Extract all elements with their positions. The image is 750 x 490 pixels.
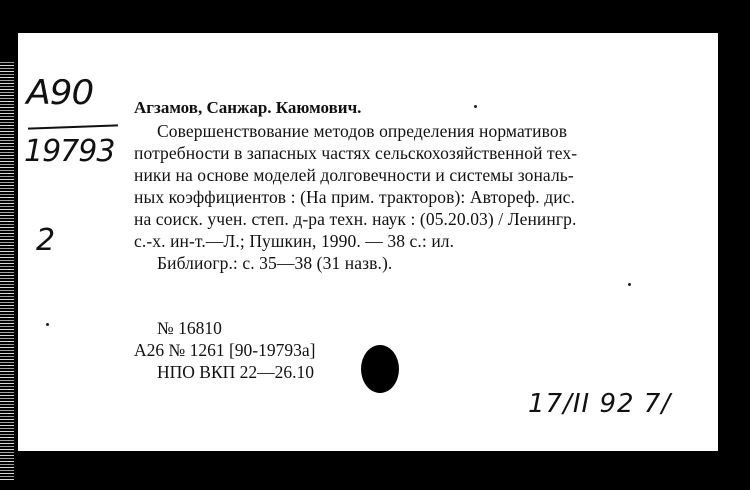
- card-author: Агзамов, Санжар. Каюмович.: [134, 98, 362, 117]
- handwritten-shelf-number: 19793: [24, 134, 115, 169]
- handwritten-underline: [28, 124, 118, 129]
- speck: [474, 105, 477, 108]
- speck: [628, 283, 631, 286]
- speck: [46, 323, 49, 326]
- card-title-line-3: ники на основе моделей долговечности и системы зональ-: [134, 165, 574, 185]
- card-title-line-2: потребности в запасных частях сельскохозяйственной тех-: [134, 143, 578, 163]
- card-title-line-4: ных коэффициентов : (На прим. тракторов): Автореф. дис.: [134, 187, 575, 207]
- scan-edge-strip: [0, 60, 14, 480]
- card-bibliography-line: Библиогр.: с. 35—38 (31 назв.).: [157, 253, 393, 273]
- card-imprint-line: с.-х. ин-т.—Л.; Пушкин, 1990. — 38 с.: ил.: [134, 231, 455, 251]
- handwritten-shelf-mark: А90: [26, 73, 94, 113]
- handwritten-date-mark: 17/II 92 7/: [528, 389, 672, 419]
- handwritten-copy-mark: 2: [36, 223, 56, 258]
- card-number: № 16810: [157, 318, 222, 338]
- card-code-line: А26 № 1261 [90-19793а]: [134, 340, 316, 360]
- card-title-line-1: Совершенствование методов определения нормативов: [157, 121, 568, 141]
- card-npo-line: НПО ВКП 22—26.10: [157, 362, 315, 382]
- ink-blot: [361, 345, 399, 393]
- card-title-line-5: на соиск. учен. степ. д-ра техн. наук : (05.20.03) / Ленингр.: [134, 209, 577, 229]
- catalog-card: [18, 33, 718, 451]
